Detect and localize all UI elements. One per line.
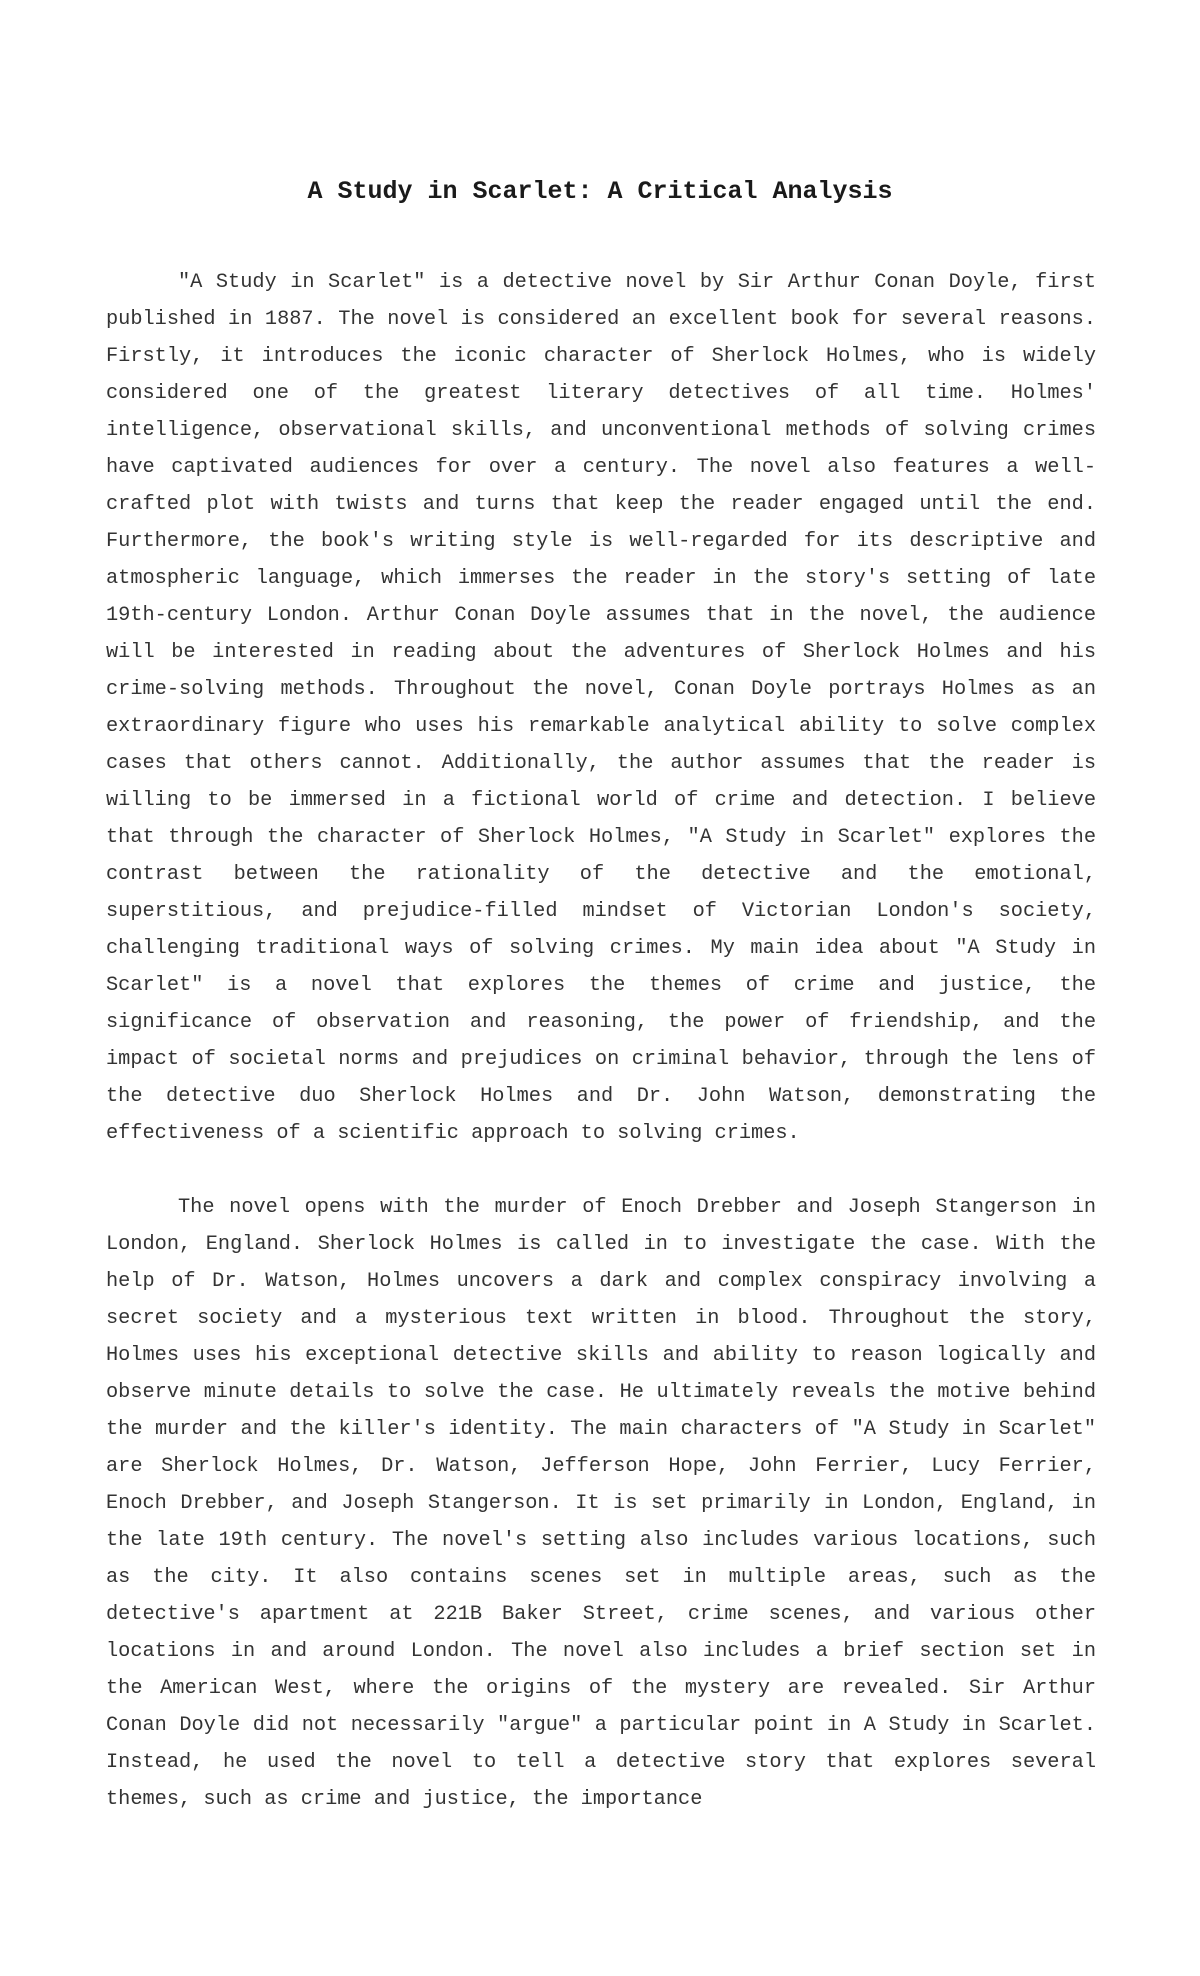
document-title: A Study in Scarlet: A Critical Analysis [307, 177, 893, 206]
paragraph-2: The novel opens with the murder of Enoch Drebber and Joseph Stangerson in London, England. Sherlock Holmes is called in to investigate the case. With the help of Dr. Watson, Holmes uncovers a dark and complex conspiracy involving a secret society and a mysterious text written in blood. Throughout the story, Holmes uses his exceptional detective skills and ability to reason logically and observe minute details to solve the case. He ultimately reveals the motive behind the murder and the killer's identity. The main characters of "A Study in Scarlet" are Sherlock Holmes, Dr. Watson, Jefferson Hope, John Ferrier, Lucy Ferrier, Enoch Drebber, and Joseph Stangerson. It is set primarily in London, England, in the late 19th century. The novel's setting also includes various locations, such as the city. It also contains scenes set in multiple areas, such as the detective's apartment at 221B Baker Street, crime scenes, and various other locations in and around London. The novel also includes a brief section set in the American West, where the origins of the mystery are revealed. Sir Arthur Conan Doyle did not necessarily "argue" a particular point in A Study in Scarlet. Instead, he used the novel to tell a detective story that explores several themes, such as crime and justice, the importance [106, 1196, 1096, 1811]
paragraph-1: "A Study in Scarlet" is a detective novel by Sir Arthur Conan Doyle, first published in 1887. The novel is considered an excellent book for several reasons. Firstly, it introduces the iconic character of Sherlock Holmes, who is widely considered one of the greatest literary detectives of all time. Holmes' intelligence, observational skills, and unconventional methods of solving crimes have captivated audiences for over a century. The novel also features a well-crafted plot with twists and turns that keep the reader engaged until the end. Furthermore, the book's writing style is well-regarded for its descriptive and atmospheric language, which immerses the reader in the story's setting of late 19th-century London. Arthur Conan Doyle assumes that in the novel, the audience will be interested in reading about the adventures of Sherlock Holmes and his crime-solving methods. Throughout the novel, Conan Doyle portrays Holmes as an extraordinary figure who uses his remarkable analytical ability to solve complex cases that others cannot. Additionally, the author assumes that the reader is willing to be immersed in a fictional world of crime and detection. I believe that through the character of Sherlock Holmes, "A Study in Scarlet" explores the contrast between the rationality of the detective and the emotional, superstitious, and prejudice-filled mindset of Victorian London's society, challenging traditional ways of solving crimes. My main idea about "A Study in Scarlet" is a novel that explores the themes of crime and justice, the significance of observation and reasoning, the power of friendship, and the impact of societal norms and prejudices on criminal behavior, through the lens of the detective duo Sherlock Holmes and Dr. John Watson, demonstrating the effectiveness of a scientific approach to solving crimes. [106, 271, 1096, 1145]
document-body [106, 264, 1096, 1855]
